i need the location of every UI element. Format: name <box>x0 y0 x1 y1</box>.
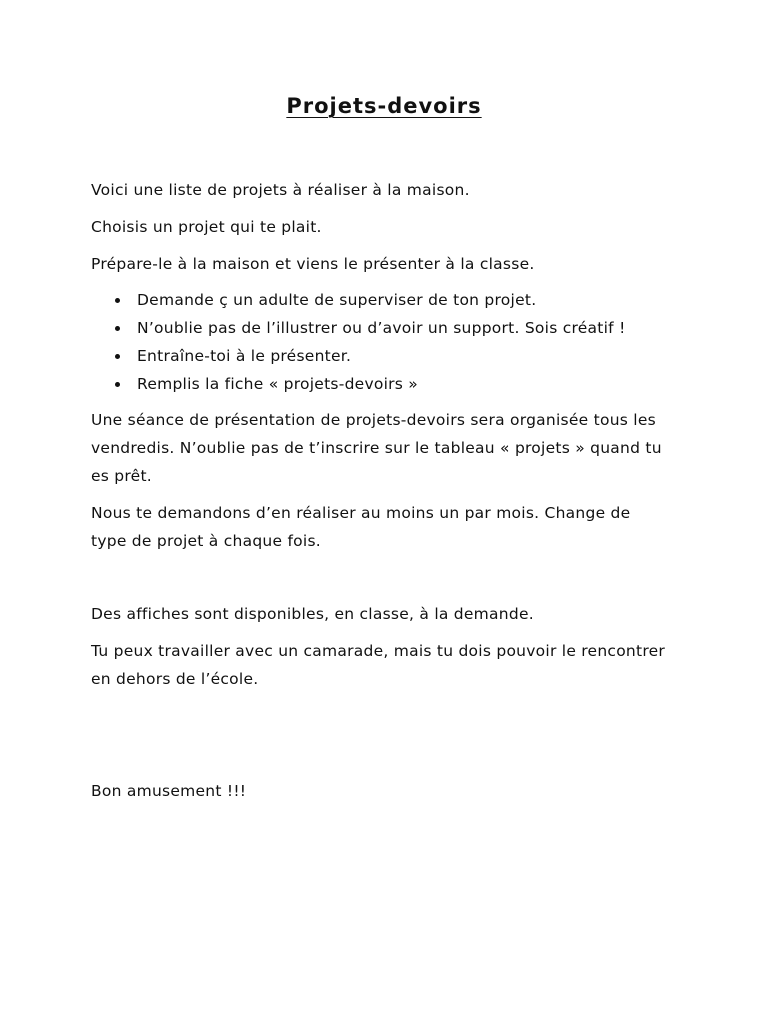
intro-paragraph: Choisis un projet qui te plait. <box>91 218 322 236</box>
list-item: N’oublie pas de l’illustrer ou d’avoir un support. Sois créatif ! <box>91 314 671 342</box>
posters-paragraph: Des affiches sont disponibles, en classe, à la demande. <box>91 605 534 623</box>
list-item: Entraîne-toi à le présenter. <box>91 342 671 370</box>
intro-paragraph: Prépare-le à la maison et viens le présenter à la classe. <box>91 255 535 273</box>
closing-line: Bon amusement !!! <box>91 782 247 800</box>
intro-paragraph: Voici une liste de projets à réaliser à la maison. <box>91 181 470 199</box>
instructions-list <box>91 286 671 398</box>
page-title: Projets-devoirs <box>286 94 482 118</box>
partner-paragraph: Tu peux travailler avec un camarade, mais tu dois pouvoir le rencontrer en dehors de l’école. <box>91 642 666 688</box>
frequency-paragraph: Nous te demandons d’en réaliser au moins un par mois. Change de type de projet à chaque fois. <box>91 504 631 550</box>
document-body <box>91 176 671 805</box>
presentation-paragraph: Une séance de présentation de projets-devoirs sera organisée tous les vendredis. N’oublie pas de t’inscrire sur le tableau « projets » quand tu es prêt. <box>91 411 662 485</box>
list-item: Remplis la fiche « projets-devoirs » <box>91 370 671 398</box>
list-item: Demande ç un adulte de superviser de ton projet. <box>91 286 671 314</box>
